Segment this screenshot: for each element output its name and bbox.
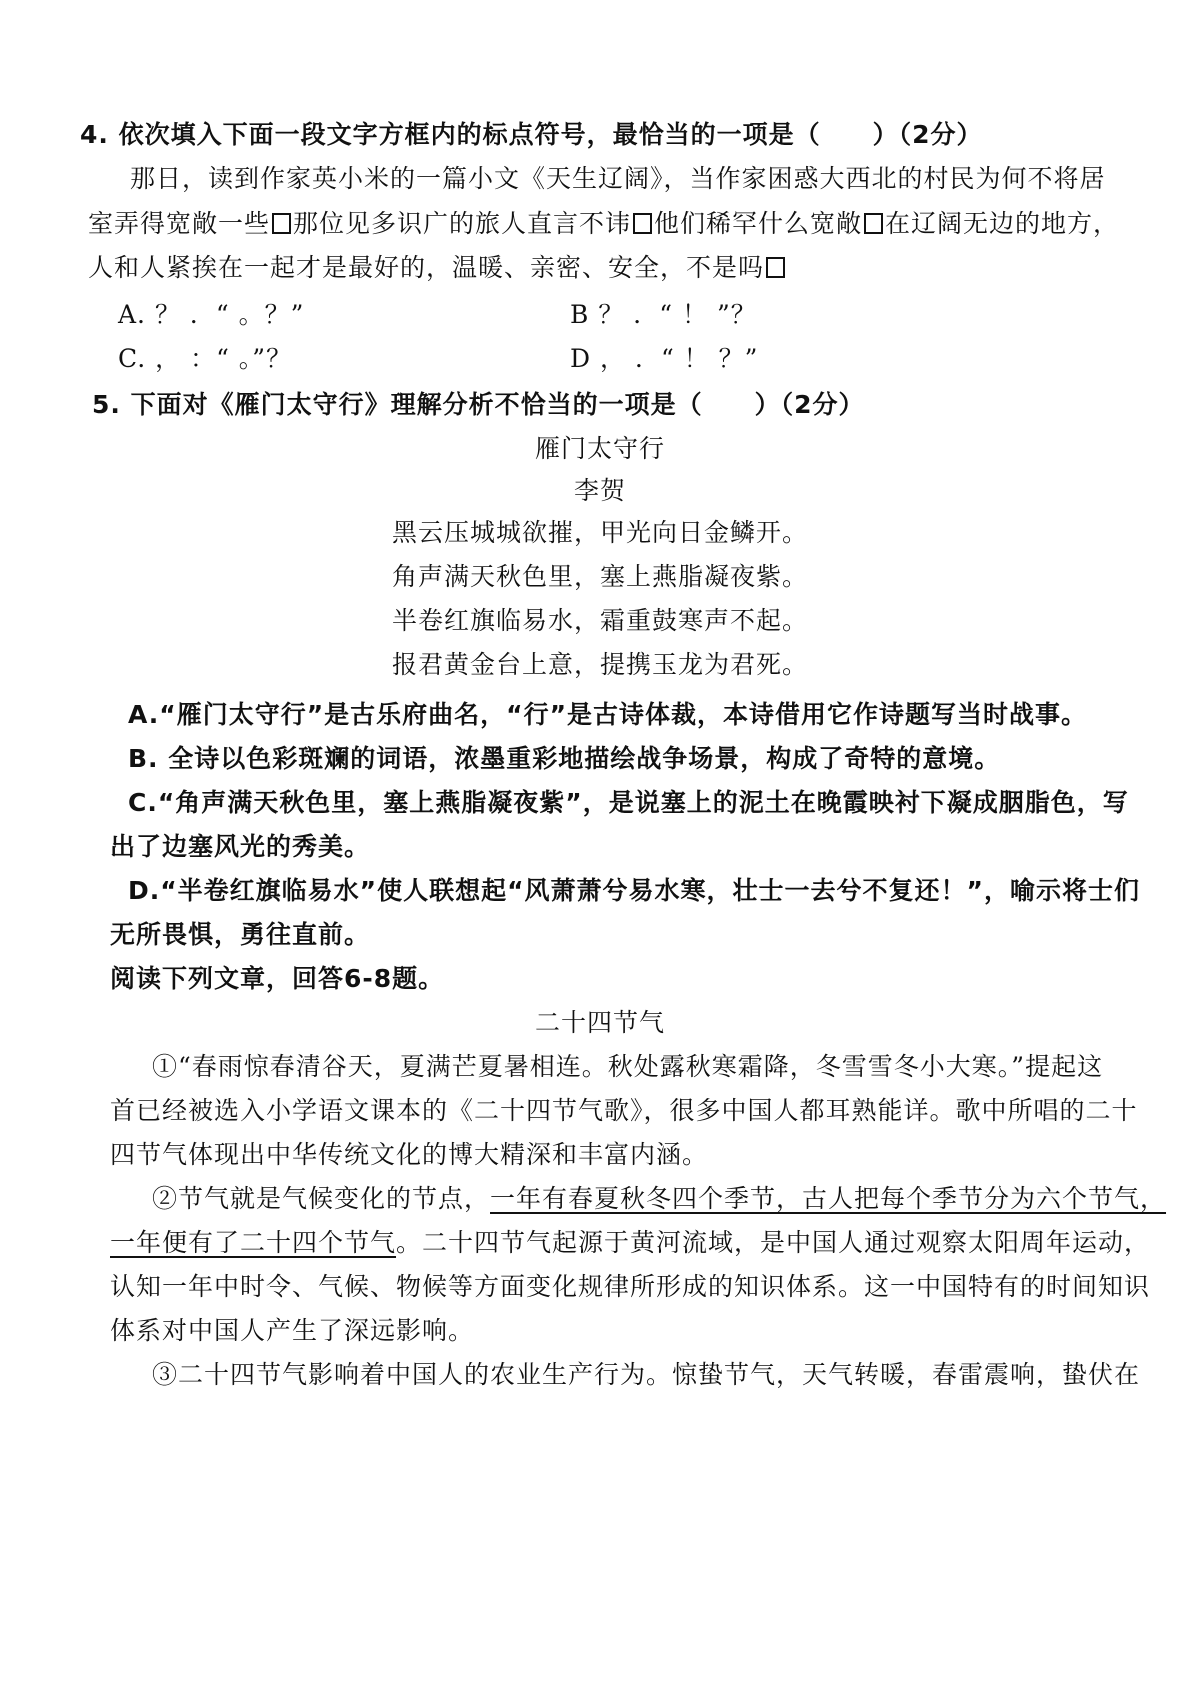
q5-option-d-cont: 无所畏惧，勇往直前。: [110, 920, 371, 949]
p2-line-3: 认知一年中时令、气候、物候等方面变化规律所形成的知识体系。这一中国特有的时间知识: [110, 1272, 1151, 1301]
poem-line-2: 角声满天秋色里，塞上燕脂凝夜紫。: [391, 562, 808, 591]
p2-underlined-2: 一年便有了二十四个节气: [110, 1228, 397, 1257]
p1-line-2: 首已经被选入小学语文课本的《二十四节气歌》，很多中国人都耳熟能详。歌中所唱的二十: [110, 1096, 1138, 1125]
p2-line-1: [152, 1182, 1166, 1216]
p1-line-3: 四节气体现出中华传统文化的博大精深和丰富内涵。: [110, 1140, 709, 1169]
p2-start: ②节气就是气候变化的节点，: [152, 1184, 491, 1213]
q4-passage-seg-2: 那位见多识广的旅人直言不讳: [293, 209, 632, 238]
p1-line-1: ①“春雨惊春清谷天，夏满芒夏暑相连。秋处露秋寒霜降，冬雪雪冬小大寒。”提起这: [152, 1052, 1104, 1081]
blank-box: [272, 213, 291, 234]
q4-passage-line-3: [88, 251, 787, 285]
q4-passage-seg-1: 室弄得宽敞一些: [88, 209, 271, 238]
poem-line-1: 黑云压城城欲摧，甲光向日金鳞开。: [391, 518, 808, 547]
q4-passage-line-1: 那日，读到作家英小米的一篇小文《天生辽阔》，当作家困惑大西北的村民为何不将居: [130, 164, 1106, 193]
q4-passage-line-2: [88, 207, 1119, 241]
p3-line-1: ③二十四节气影响着中国人的农业生产行为。惊蛰节气，天气转暖，春雷震响，蛰伏在: [152, 1360, 1141, 1389]
q4-option-a: A. ？ ．“ 。？”: [118, 300, 305, 329]
blank-box: [864, 213, 883, 234]
poem-author: 李贺: [573, 476, 626, 505]
p2-underlined-1: 一年有春夏秋冬四个季节，古人把每个季节分为六个节气，: [490, 1184, 1167, 1213]
p2-rest: 。二十四节气起源于黄河流域，是中国人通过观察太阳周年运动，: [396, 1228, 1151, 1257]
reading-intro: 阅读下列文章，回答6-8题。: [110, 964, 445, 993]
q5-option-c: C.“角声满天秋色里，塞上燕脂凝夜紫”，是说塞上的泥土在晚霞映衬下凝成胭脂色，写: [128, 788, 1129, 817]
q4-stem: 4. 依次填入下面一段文字方框内的标点符号，最恰当的一项是（ ）（2分）: [80, 120, 983, 149]
q5-option-d: D.“半卷红旗临易水”使人联想起“风萧萧兮易水寒，壮士一去兮不复还！”，喻示将士们: [128, 876, 1140, 905]
q4-passage-seg-3: 他们稀罕什么宽敞: [654, 209, 863, 238]
p2-line-2: [110, 1226, 1150, 1260]
q5-option-c-cont: 出了边塞风光的秀美。: [110, 832, 371, 861]
q4-option-b: B ？ ．“ ！ ”？: [570, 300, 757, 329]
blank-box: [633, 213, 652, 234]
q4-passage-seg-5: 人和人紧挨在一起才是最好的，温暖、亲密、安全，不是吗: [88, 253, 765, 282]
q4-option-d: D ， ．“ ！ ？”: [570, 344, 759, 373]
poem-line-4: 报君黄金台上意，提携玉龙为君死。: [391, 650, 808, 679]
p2-line-4: 体系对中国人产生了深远影响。: [110, 1316, 475, 1345]
q4-option-c: C. ， ：“ 。”？: [118, 344, 293, 373]
q5-option-a: A.“雁门太守行”是古乐府曲名，“行”是古诗体裁，本诗借用它作诗题写当时战事。: [128, 700, 1088, 729]
blank-box: [766, 257, 785, 278]
q5-option-b: B. 全诗以色彩斑斓的词语，浓墨重彩地描绘战争场景，构成了奇特的意境。: [128, 744, 1001, 773]
poem-line-3: 半卷红旗临易水，霜重鼓寒声不起。: [391, 606, 808, 635]
poem-title: 雁门太守行: [534, 434, 665, 463]
q5-stem: 5. 下面对《雁门太守行》理解分析不恰当的一项是（ ）（2分）: [92, 390, 865, 419]
q4-passage-seg-4: 在辽阔无边的地方，: [885, 209, 1120, 238]
article-title: 二十四节气: [534, 1008, 665, 1037]
